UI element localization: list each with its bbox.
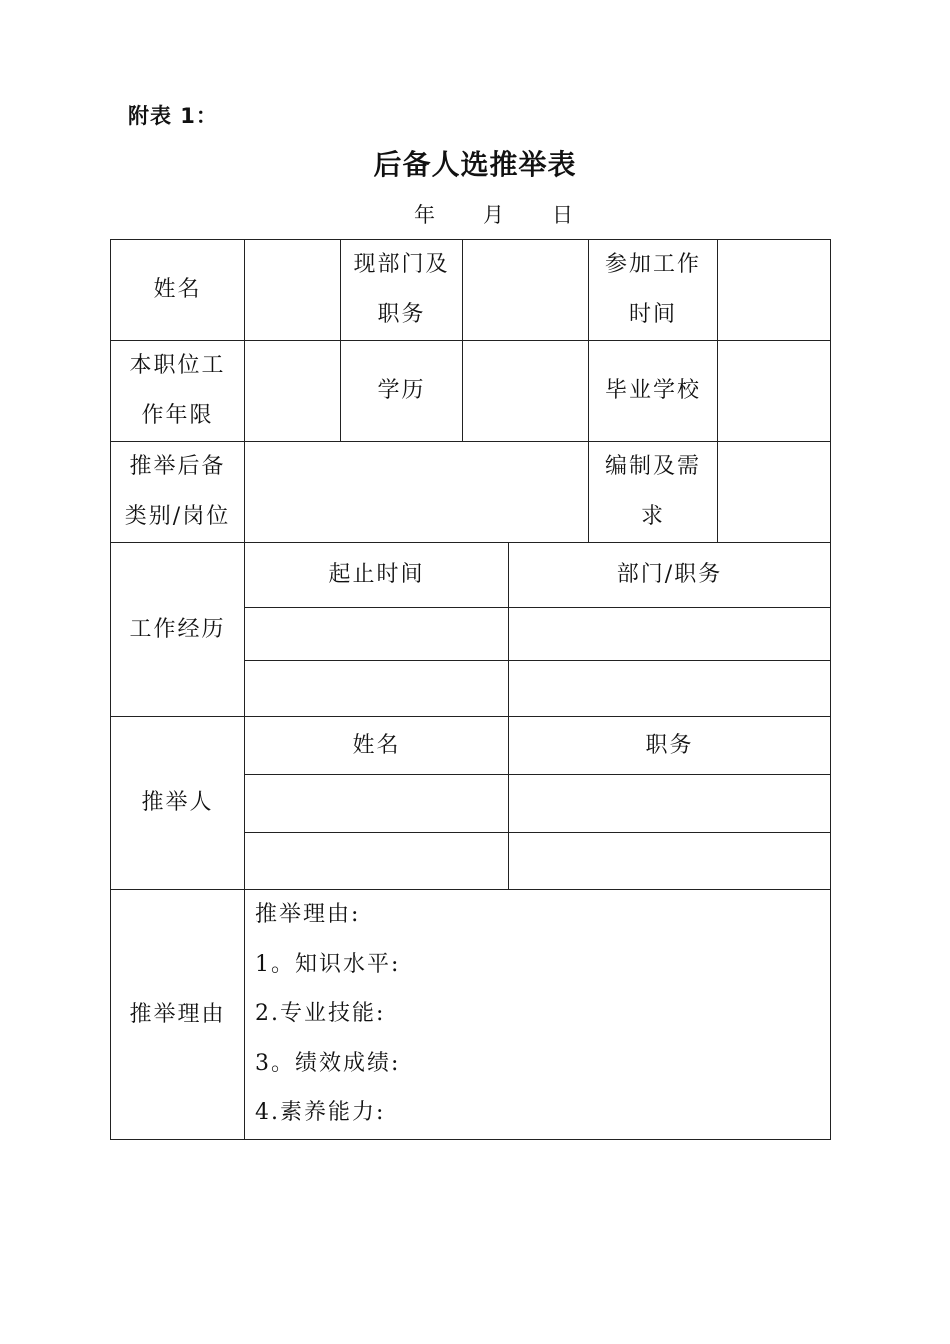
tenure-label-line2: 作年限: [141, 403, 214, 428]
work-period-cell[interactable]: [245, 608, 509, 661]
date-line: [414, 199, 621, 229]
recommender-name-header: [245, 717, 509, 775]
work-history-label-cell: [111, 543, 245, 717]
date-month: 月: [483, 203, 504, 227]
tenure-label-line1: 本职位工: [129, 353, 226, 378]
category-label-cell: [111, 442, 245, 543]
reasons-heading: 推举理由:: [255, 902, 361, 927]
staffing-label-line2: 求: [640, 504, 665, 529]
recommender-position-cell[interactable]: [509, 833, 831, 890]
recommendation-form: [110, 239, 831, 1140]
date-year: 年: [414, 203, 435, 227]
name-label-cell: [111, 240, 245, 341]
form-title: 后备人选推举表: [373, 148, 577, 181]
work-history-label: 工作经历: [129, 616, 226, 642]
staffing-value-cell[interactable]: [718, 442, 831, 543]
recommender-position-header-label: 职务: [645, 732, 694, 758]
category-value-cell[interactable]: [245, 442, 589, 543]
work-period-cell[interactable]: [245, 661, 509, 717]
work-position-cell[interactable]: [509, 608, 831, 661]
work-period-header-label: 起止时间: [328, 562, 425, 587]
work-period-header: [245, 543, 509, 608]
date-day: 日: [552, 203, 573, 227]
dept-value-cell[interactable]: [463, 240, 589, 341]
reasons-label-cell: [111, 890, 245, 1140]
dept-label-cell: [341, 240, 463, 341]
recommender-label-cell: [111, 717, 245, 890]
staffing-label-line1: 编制及需: [604, 454, 701, 479]
category-label-line1: 推举后备: [129, 454, 226, 479]
reason-item-knowledge: 1。知识水平:: [255, 951, 401, 977]
school-value-cell[interactable]: [718, 341, 831, 442]
join-date-value-cell[interactable]: [718, 240, 831, 341]
education-label-cell: [341, 341, 463, 442]
dept-label-line2: 职务: [377, 302, 426, 327]
join-date-label-line2: 时间: [628, 302, 677, 327]
appendix-label: 附表 1：: [128, 104, 218, 128]
reasons-content-cell[interactable]: [245, 890, 831, 1140]
name-label: 姓名: [153, 277, 202, 302]
tenure-value-cell[interactable]: [245, 341, 341, 442]
staffing-label-cell: [589, 442, 718, 543]
school-label: 毕业学校: [604, 378, 701, 403]
recommender-position-cell[interactable]: [509, 775, 831, 833]
education-value-cell[interactable]: [463, 341, 589, 442]
category-label-line2: 类别/岗位: [124, 504, 231, 529]
work-position-header: [509, 543, 831, 608]
recommender-name-header-label: 姓名: [352, 732, 401, 758]
name-value-cell[interactable]: [245, 240, 341, 341]
recommender-name-cell[interactable]: [245, 775, 509, 833]
join-date-label-cell: [589, 240, 718, 341]
reasons-label: 推举理由: [129, 1001, 226, 1027]
recommender-name-cell[interactable]: [245, 833, 509, 890]
work-position-header-label: 部门/职务: [616, 562, 723, 587]
recommender-position-header: [509, 717, 831, 775]
school-label-cell: [589, 341, 718, 442]
work-position-cell[interactable]: [509, 661, 831, 717]
education-label: 学历: [377, 378, 426, 403]
dept-label-line1: 现部门及: [353, 252, 450, 277]
reason-item-skills: 2.专业技能:: [255, 1001, 386, 1027]
reason-item-qualities: 4.素养能力:: [255, 1100, 386, 1126]
recommender-label: 推举人: [141, 790, 214, 815]
join-date-label-line1: 参加工作: [604, 252, 701, 277]
tenure-label-cell: [111, 341, 245, 442]
reason-item-performance: 3。绩效成绩:: [255, 1050, 401, 1076]
